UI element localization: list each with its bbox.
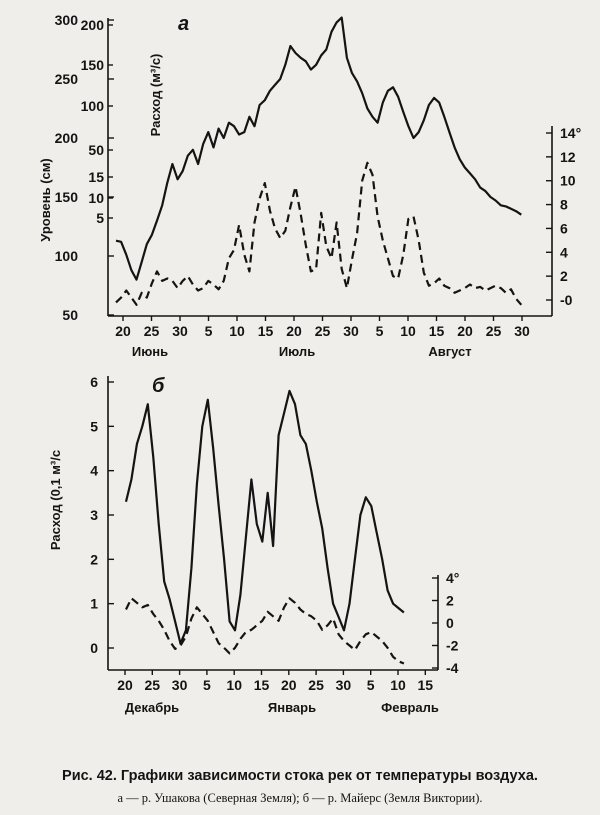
figure-caption: Рис. 42. Графики зависимости стока рек от температуры воздуха. bbox=[62, 768, 538, 784]
x-tick-label: 5 bbox=[366, 677, 375, 693]
x-tick-label: 30 bbox=[343, 323, 359, 339]
x-tick-label: 20 bbox=[117, 677, 133, 693]
level-tick-label: 100 bbox=[54, 248, 78, 264]
discharge-axis-title: Расход (0,1 м³/с bbox=[48, 449, 63, 551]
temperature-tick-label: 2 bbox=[560, 268, 568, 285]
temperature-tick-label: 10 bbox=[560, 172, 576, 189]
chart-panel-b bbox=[48, 374, 459, 715]
discharge-tick-label: 10 bbox=[88, 190, 104, 206]
temperature-tick-label: 6 bbox=[560, 220, 568, 237]
x-tick-label: 25 bbox=[144, 677, 161, 693]
discharge-axis-title: Расход (м³/с) bbox=[148, 53, 163, 137]
x-tick-label: 15 bbox=[417, 677, 434, 693]
temperature-line bbox=[126, 598, 404, 663]
discharge-tick-label: 50 bbox=[88, 142, 104, 158]
x-tick-label: 20 bbox=[457, 323, 473, 339]
x-tick-label: 5 bbox=[204, 323, 213, 339]
temperature-tick-label: -4 bbox=[446, 660, 459, 676]
discharge-tick-label: 150 bbox=[80, 57, 104, 73]
x-tick-label: 5 bbox=[203, 677, 211, 693]
temperature-tick-label: 8 bbox=[560, 196, 568, 213]
x-tick-label: 25 bbox=[143, 323, 160, 339]
chart-panel-a bbox=[38, 12, 581, 359]
temperature-tick-label: 2 bbox=[446, 592, 454, 609]
discharge-tick-label: 0 bbox=[90, 640, 98, 656]
x-tick-label: 30 bbox=[171, 677, 188, 693]
x-tick-label: 25 bbox=[485, 323, 502, 339]
panel-letter: б bbox=[152, 375, 165, 397]
x-tick-label: 20 bbox=[286, 323, 302, 339]
discharge-tick-label: 5 bbox=[90, 418, 98, 435]
month-label: Декабрь bbox=[124, 700, 180, 715]
level-tick-label: 250 bbox=[54, 71, 78, 87]
month-label: Август bbox=[428, 344, 472, 359]
discharge-tick-label: 5 bbox=[96, 210, 104, 226]
temperature-tick-label: 14° bbox=[560, 125, 582, 141]
level-tick-label: 200 bbox=[54, 130, 78, 146]
x-tick-label: 10 bbox=[390, 677, 406, 693]
temperature-tick-label: -0 bbox=[560, 292, 573, 308]
discharge-tick-label: 3 bbox=[90, 507, 98, 523]
discharge-tick-label: 2 bbox=[90, 551, 98, 568]
level-tick-label: 300 bbox=[54, 12, 78, 28]
discharge-tick-label: 1 bbox=[90, 595, 98, 612]
x-tick-label: 15 bbox=[257, 323, 274, 339]
x-tick-label: 25 bbox=[314, 323, 331, 339]
temperature-line bbox=[116, 163, 521, 305]
x-tick-label: 15 bbox=[428, 323, 445, 339]
x-tick-label: 30 bbox=[335, 677, 352, 693]
discharge-tick-label: 4 bbox=[90, 462, 98, 479]
month-label: Январь bbox=[267, 700, 317, 715]
temperature-tick-label: 12 bbox=[560, 148, 576, 165]
level-tick-label: 150 bbox=[54, 189, 78, 205]
level-axis-title: Уровень (см) bbox=[38, 158, 53, 242]
temperature-tick-label: 4 bbox=[560, 244, 568, 261]
temperature-tick-label: 4° bbox=[446, 570, 460, 586]
panel-letter: а bbox=[178, 13, 190, 35]
discharge-tick-label: 200 bbox=[80, 17, 104, 33]
x-tick-label: 10 bbox=[229, 323, 245, 339]
x-tick-label: 25 bbox=[308, 677, 324, 693]
x-tick-label: 30 bbox=[172, 323, 188, 339]
level-tick-label: 50 bbox=[62, 307, 78, 323]
x-tick-label: 20 bbox=[115, 323, 131, 339]
x-tick-label: 10 bbox=[400, 323, 416, 339]
x-tick-label: 20 bbox=[281, 677, 297, 693]
x-tick-label: 10 bbox=[226, 677, 242, 693]
x-tick-label: 30 bbox=[514, 323, 530, 339]
figure-caption-legend: а — р. Ушакова (Северная Земля); б — р. Майерс (Земля Виктории). bbox=[117, 791, 483, 805]
x-tick-label: 15 bbox=[253, 677, 270, 693]
discharge-line bbox=[126, 391, 404, 644]
discharge-tick-label: 100 bbox=[80, 98, 104, 114]
month-label: Февраль bbox=[381, 700, 439, 715]
discharge-tick-label: 15 bbox=[88, 169, 104, 185]
month-label: Июль bbox=[278, 344, 316, 359]
month-label: Июнь bbox=[131, 344, 169, 359]
temperature-tick-label: 0 bbox=[446, 615, 454, 631]
temperature-tick-label: -2 bbox=[446, 637, 459, 654]
discharge-tick-label: 6 bbox=[90, 374, 98, 390]
x-tick-label: 5 bbox=[375, 323, 384, 339]
